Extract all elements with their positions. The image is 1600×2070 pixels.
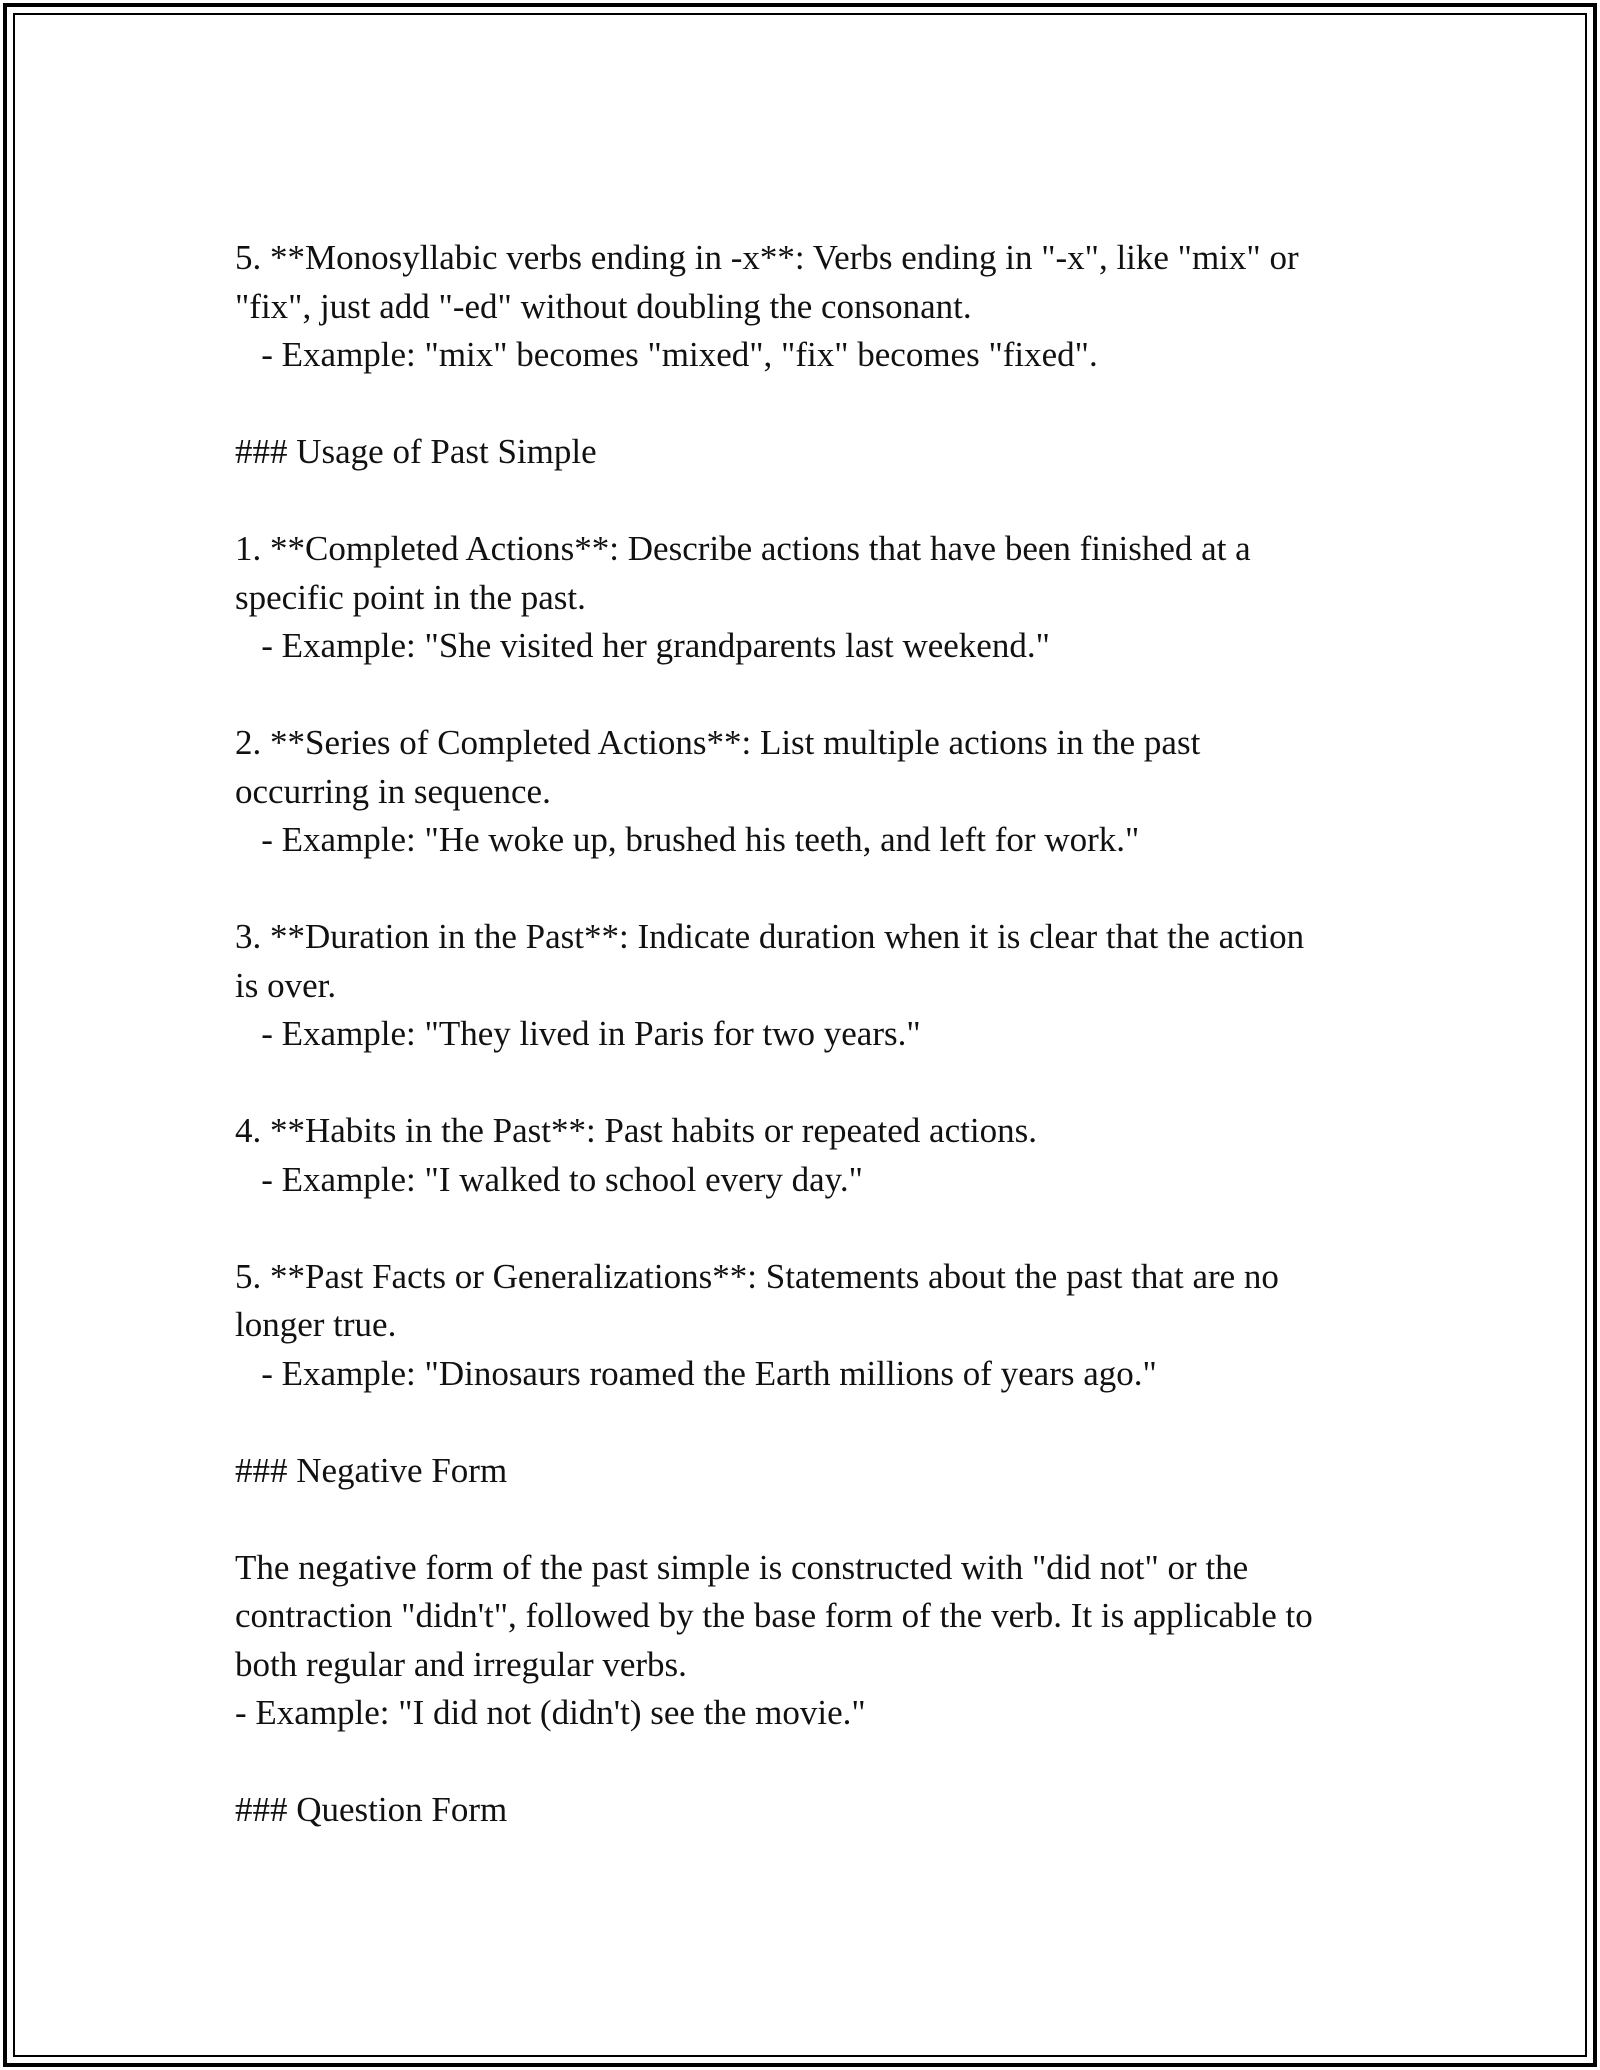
heading-question-form [235, 1786, 1375, 1835]
text-line: 2. **Series of Completed Actions**: List multiple actions in the past [235, 723, 1201, 762]
blank-line [235, 1738, 1375, 1787]
section-heading: ### Usage of Past Simple [235, 432, 597, 471]
heading-negative-form [235, 1447, 1375, 1496]
blank-line [235, 1495, 1375, 1544]
text-line: - Example: "mix" becomes "mixed", "fix" becomes "fixed". [235, 335, 1098, 374]
text-line: The negative form of the past simple is constructed with "did not" or the [235, 1547, 1249, 1587]
usage-4-habits [235, 1107, 1375, 1204]
document-body [235, 234, 1375, 1835]
text-line: - Example: "He woke up, brushed his teeth, and left for work." [235, 820, 1140, 859]
text-line: longer true. [235, 1305, 397, 1344]
heading-usage [235, 428, 1375, 477]
text-line: 5. **Past Facts or Generalizations**: Statements about the past that are no [235, 1256, 1279, 1296]
text-line: - Example: "She visited her grandparents last weekend." [235, 626, 1050, 665]
text-line: occurring in sequence. [235, 771, 551, 811]
text-line: contraction "didn't", followed by the base form of the verb. It is applicable to [235, 1596, 1313, 1635]
blank-line [235, 380, 1375, 429]
blank-line [235, 1059, 1375, 1108]
rule-5-monosyllabic-x [235, 234, 1375, 380]
text-line: - Example: "I did not (didn't) see the movie." [235, 1693, 866, 1732]
usage-1-completed-actions [235, 525, 1375, 671]
text-line: 1. **Completed Actions**: Describe actions that have been finished at a [235, 529, 1251, 568]
blank-line [235, 671, 1375, 720]
text-line: 4. **Habits in the Past**: Past habits or repeated actions. [235, 1111, 1037, 1150]
negative-form-paragraph [235, 1544, 1375, 1738]
blank-line [235, 1204, 1375, 1253]
text-line: 3. **Duration in the Past**: Indicate duration when it is clear that the action [235, 917, 1305, 956]
text-line: is over. [235, 965, 337, 1005]
usage-5-past-facts [235, 1253, 1375, 1399]
section-heading: ### Question Form [235, 1790, 508, 1829]
text-line: - Example: "I walked to school every day." [235, 1159, 863, 1199]
text-line: 5. **Monosyllabic verbs ending in -x**: Verbs ending in "-x", like "mix" or [235, 238, 1299, 277]
blank-line [235, 865, 1375, 914]
text-line: - Example: "Dinosaurs roamed the Earth millions of years ago." [235, 1353, 1157, 1393]
usage-2-series-of-actions [235, 719, 1375, 865]
usage-3-duration [235, 913, 1375, 1059]
text-line: specific point in the past. [235, 577, 586, 617]
section-heading: ### Negative Form [235, 1450, 508, 1490]
blank-line [235, 1398, 1375, 1447]
blank-line [235, 477, 1375, 526]
text-line: - Example: "They lived in Paris for two years." [235, 1014, 921, 1053]
text-line: "fix", just add "-ed" without doubling the consonant. [235, 286, 972, 326]
text-line: both regular and irregular verbs. [235, 1644, 687, 1684]
